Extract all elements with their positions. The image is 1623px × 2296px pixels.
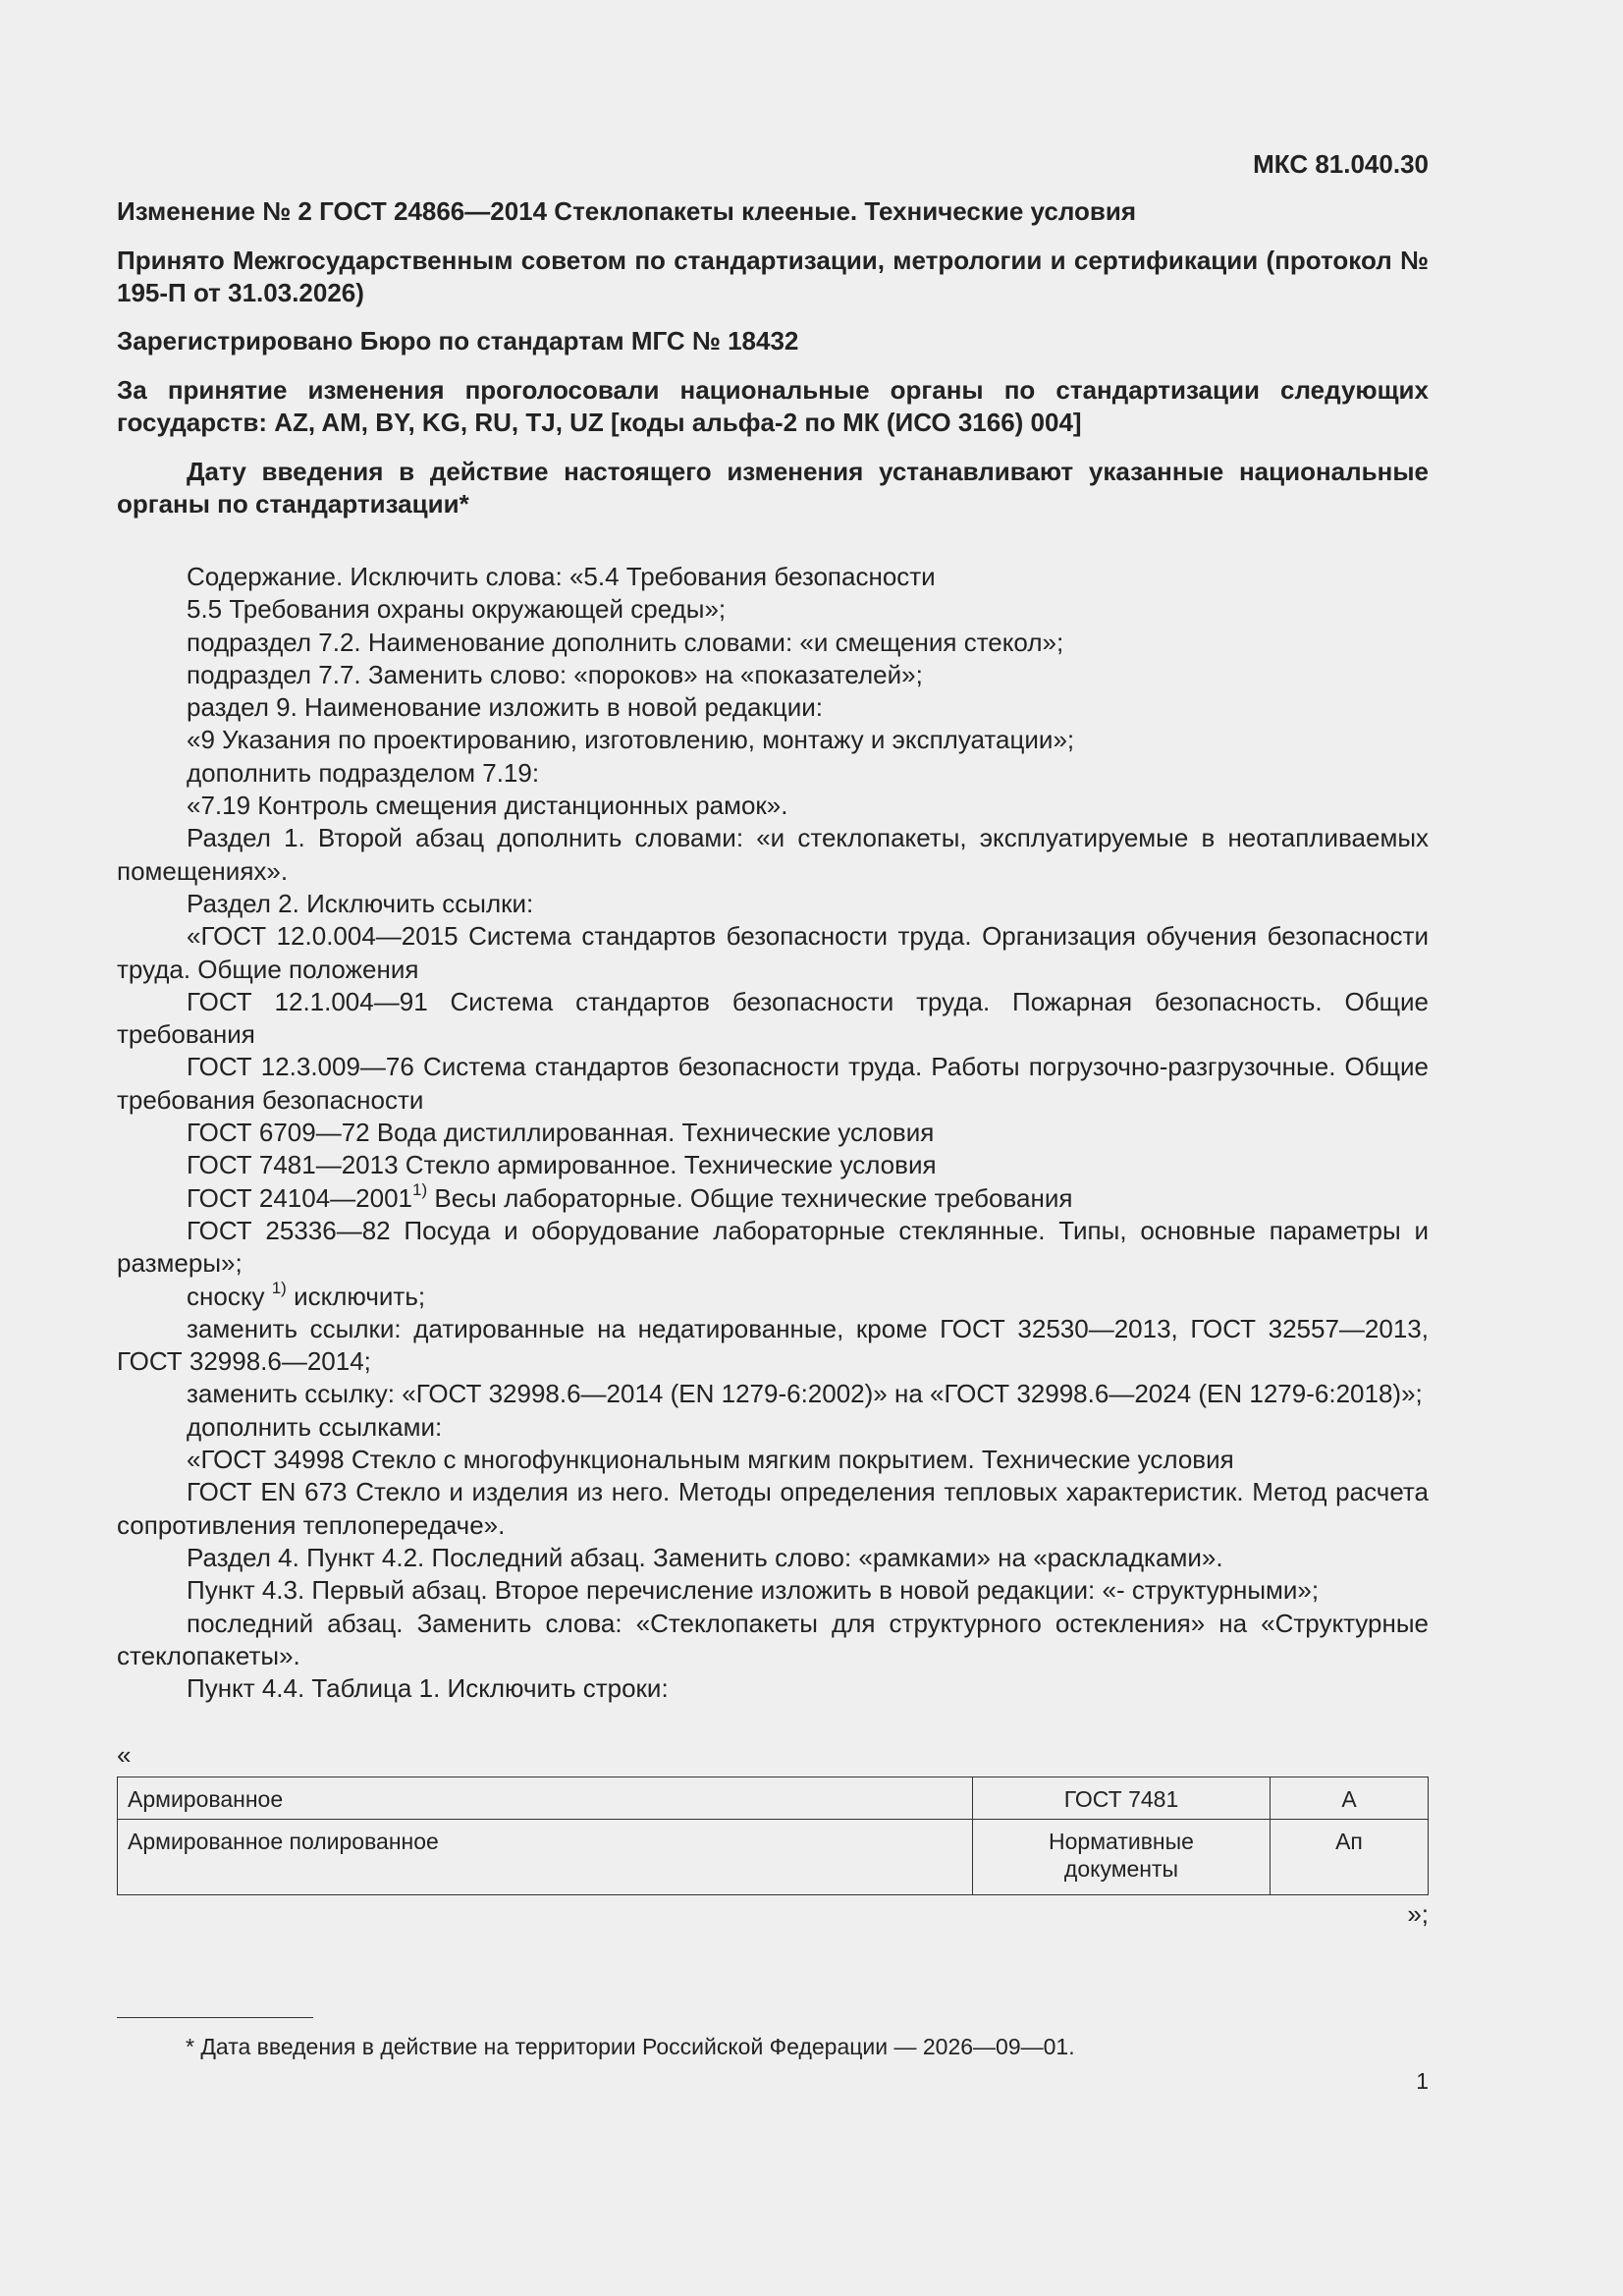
body-paragraph: последний абзац. Заменить слова: «Стеклопакеты для структурного остекления» на «Структурные стеклопакеты».: [117, 1608, 1429, 1670]
body-line: подраздел 7.7. Заменить слово: «пороков» на «показателей»;: [187, 659, 923, 689]
quote-open: «: [117, 1740, 132, 1770]
body-line: подраздел 7.2. Наименование дополнить словами: «и смещения стекол»;: [187, 627, 1064, 657]
body-line: Раздел 2. Исключить ссылки:: [187, 888, 534, 918]
quote-close: »;: [1407, 1899, 1429, 1929]
amendment-title: Изменение № 2 ГОСТ 24866—2014 Стеклопакеты клееные. Технические условия: [117, 196, 1137, 226]
adopted-statement: Принято Межгосударственным советом по стандартизации, метрологии и сертификации (протокол № 195-П от 31.03.2026): [117, 246, 1429, 307]
footnote-marker: 1): [412, 1179, 428, 1199]
body-paragraph: ГОСТ 25336—82 Посуда и оборудование лабораторные стеклянные. Типы, основные параметры и размеры»;: [117, 1215, 1429, 1279]
table-row: [118, 1820, 1429, 1895]
page-number: 1: [1416, 2068, 1429, 2094]
body-paragraph: ГОСТ 12.1.004—91 Система стандартов безопасности труда. Пожарная безопасность. Общие требования: [117, 986, 1429, 1050]
table-cell: А: [1271, 1777, 1429, 1820]
body-line: «9 Указания по проектированию, изготовлению, монтажу и эксплуатации»;: [187, 725, 1075, 755]
body-line: Пункт 4.4. Таблица 1. Исключить строки:: [187, 1673, 669, 1704]
body-line: раздел 9. Наименование изложить в новой редакции:: [187, 692, 823, 723]
footnote-divider: [117, 2017, 313, 2018]
ref-text: ГОСТ 24104—2001: [187, 1182, 413, 1213]
effective-date-statement: Дату введения в действие настоящего изменения устанавливают указанные национальные органы по стандартизации*: [117, 457, 1429, 519]
ref-text: Весы лабораторные. Общие технические требования: [427, 1182, 1073, 1213]
ref-text: сноску: [187, 1281, 272, 1311]
body-line: «7.19 Контроль смещения дистанционных рамок».: [187, 791, 788, 821]
table-cell: Армированное: [118, 1777, 973, 1820]
body-line: Содержание. Исключить слова: «5.4 Требования безопасности: [187, 562, 936, 591]
table-cell: ГОСТ 7481: [973, 1777, 1271, 1820]
body-paragraph: Раздел 1. Второй абзац дополнить словами: «и стеклопакеты, эксплуатируемые в неотапливаемых помещениях».: [117, 823, 1429, 886]
body-paragraph: заменить ссылку: «ГОСТ 32998.6—2014 (EN 1279-6:2002)» на «ГОСТ 32998.6—2024 (EN 1279-6:2018)»;: [187, 1379, 1423, 1409]
body-line: [117, 1278, 1429, 1313]
footnote-text: * Дата введения в действие на территории Российской Федерации — 2026—09—01.: [186, 2034, 1075, 2059]
excluded-rows-table: [117, 1777, 1429, 1895]
body-line: [117, 1179, 1429, 1215]
footnote-marker: 1): [271, 1278, 287, 1297]
registered-statement: Зарегистрировано Бюро по стандартам МГС № 18432: [117, 326, 799, 355]
table-cell: Нормативные документы: [973, 1820, 1271, 1895]
body-paragraph: ГОСТ EN 673 Стекло и изделия из него. Методы определения тепловых характеристик. Метод расчета сопротивления теплопередаче».: [117, 1477, 1429, 1540]
amendment-body: [117, 561, 1429, 1705]
body-paragraph: заменить ссылки: датированные на недатированные, кроме ГОСТ 32530—2013, ГОСТ 32557—2013, ГОСТ 32998.6—2014;: [117, 1313, 1429, 1377]
body-line: дополнить ссылками:: [187, 1411, 443, 1442]
body-paragraph: «ГОСТ 12.0.004—2015 Система стандартов безопасности труда. Организация обучения безопасности труда. Общие положения: [117, 921, 1429, 984]
body-line: Пункт 4.3. Первый абзац. Второе перечисление изложить в новой редакции: «- структурными»;: [187, 1575, 1320, 1606]
body-line: 5.5 Требования охраны окружающей среды»;: [187, 594, 727, 625]
table-row: [118, 1777, 1429, 1820]
table-cell: Армированное полированное: [118, 1820, 973, 1895]
classifier-code: МКС 81.040.30: [1253, 149, 1429, 179]
ref-text: исключить;: [286, 1281, 426, 1311]
body-line: «ГОСТ 34998 Стекло с многофункциональным мягким покрытием. Технические условия: [187, 1445, 1234, 1475]
body-line: дополнить подразделом 7.19:: [187, 757, 540, 788]
body-line: ГОСТ 6709—72 Вода дистиллированная. Технические условия: [187, 1118, 935, 1148]
body-line: ГОСТ 7481—2013 Стекло армированное. Технические условия: [187, 1150, 937, 1180]
voted-statement: За принятие изменения проголосовали национальные органы по стандартизации следующих государств: AZ, AM, BY, KG, RU, TJ, UZ [коды альфа-2 по МК (ИСО 3166) 004]: [117, 375, 1429, 437]
table-cell: Ап: [1271, 1820, 1429, 1895]
body-line: Раздел 4. Пункт 4.2. Последний абзац. Заменить слово: «рамками» на «раскладками».: [187, 1542, 1223, 1572]
body-paragraph: ГОСТ 12.3.009—76 Система стандартов безопасности труда. Работы погрузочно-разгрузочные. Общие требования безопасности: [117, 1052, 1429, 1115]
